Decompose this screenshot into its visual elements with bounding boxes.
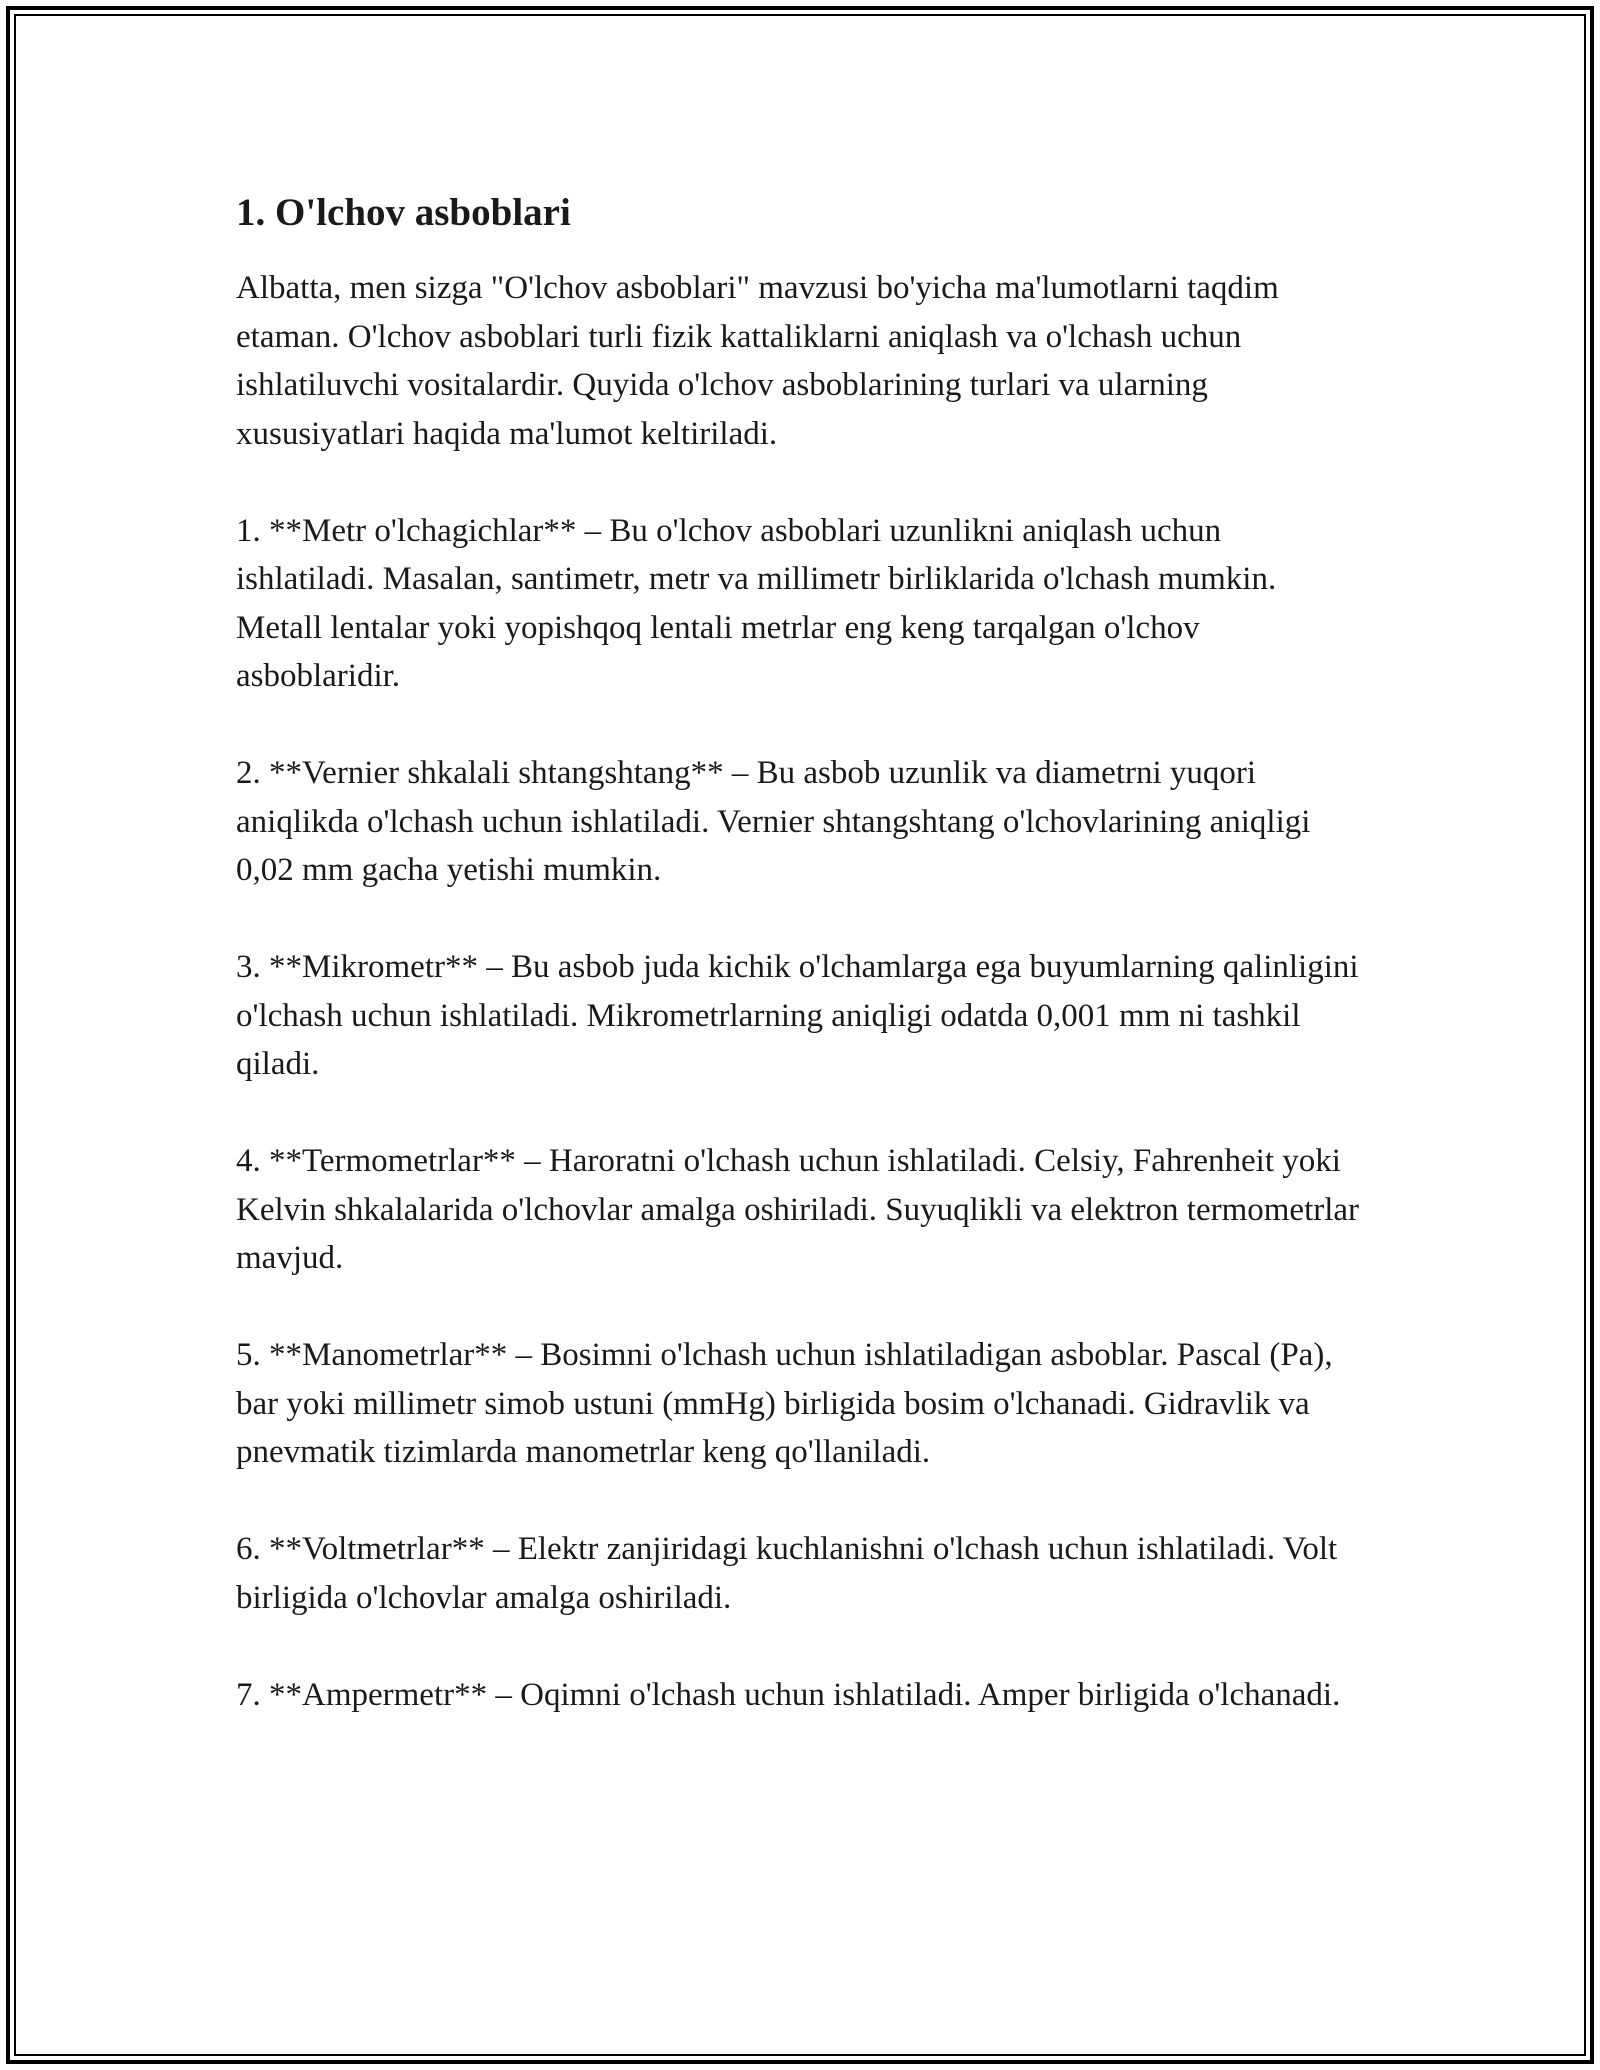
list-item-vernier: 2. **Vernier shkalali shtangshtang** – Bu asbob uzunlik va diametrni yuqori aniqlikda o'lchash uchun ishlatiladi. Vernier shtangshtang o'lchovlarining aniqligi 0,02 mm gacha yetishi mumkin. <box>236 755 1311 888</box>
document-body <box>236 184 1366 1768</box>
list-item-metr: 1. **Metr o'lchagichlar** – Bu o'lchov asboblari uzunlikni aniqlash uchun ishlatiladi. Masalan, santimetr, metr va millimetr birliklarida o'lchash mumkin. Metall lentalar yoki yopishqoq lentali metrlar eng keng tarqalgan o'lchov asboblaridir. <box>236 512 1277 694</box>
list-item-termometrlar: 4. **Termometrlar** – Haroratni o'lchash uchun ishlatiladi. Celsiy, Fahrenheit yoki Kelvin shkalalarida o'lchovlar amalga oshiriladi. Suyuqlikli va elektron termometrlar mavjud. <box>236 1143 1360 1276</box>
list-item-voltmetrlar: 6. **Voltmetrlar** – Elektr zanjiridagi kuchlanishni o'lchash uchun ishlatiladi. Volt birligida o'lchovlar amalga oshiriladi. <box>236 1531 1338 1616</box>
list-item-manometrlar: 5. **Manometrlar** – Bosimni o'lchash uchun ishlatiladigan asboblar. Pascal (Pa), bar yoki millimetr simob ustuni (mmHg) birligida bosim o'lchanadi. Gidravlik va pnevmatik tizimlarda manometrlar keng qo'llaniladi. <box>236 1337 1333 1470</box>
page-title: 1. O'lchov asboblari <box>236 191 571 234</box>
list-item-mikrometr: 3. **Mikrometr** – Bu asbob juda kichik o'lchamlarga ega buyumlarning qalinligini o'lchash uchun ishlatiladi. Mikrometrlarning aniqligi odatda 0,001 mm ni tashkil qiladi. <box>236 949 1359 1082</box>
intro-paragraph: Albatta, men sizga "O'lchov asboblari" mavzusi bo'yicha ma'lumotlarni taqdim etaman. O'lchov asboblari turli fizik kattaliklarni aniqlash va o'lchash uchun ishlatiluvchi vositalardir. Quyida o'lchov asboblarining turlari va ularning xususiyatlari haqida ma'lumot keltiriladi. <box>236 270 1279 452</box>
list-item-ampermetr: 7. **Ampermetr** – Oqimni o'lchash uchun ishlatiladi. Amper birligida o'lchanadi. <box>236 1676 1341 1713</box>
